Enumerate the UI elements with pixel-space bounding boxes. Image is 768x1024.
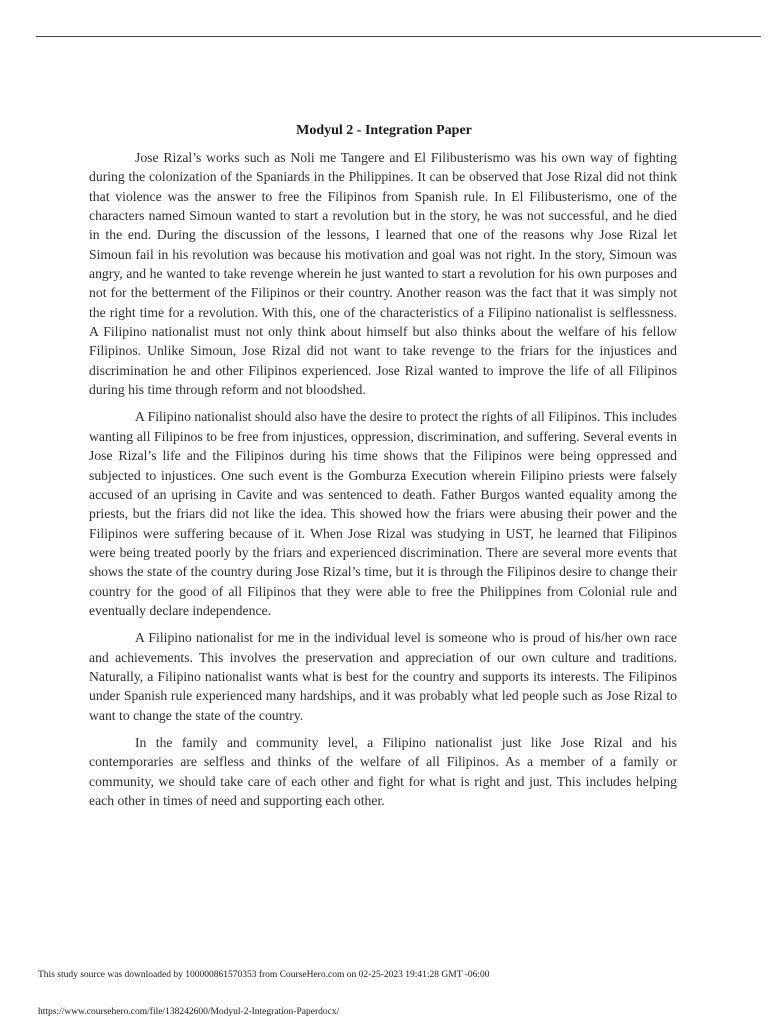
download-source-notice: This study source was downloaded by 100000861570353 from CourseHero.com on 02-25-2023 19:41:28 GMT -06:00 — [38, 970, 490, 980]
paragraph-4: In the family and community level, a Filipino nationalist just like Jose Rizal and his contemporaries are selfless and thinks of the welfare of all Filipinos. As a member of a family or community, we should take care of each other and fight for what is right and just. This includes helping each other in times of need and supporting each other. — [89, 734, 677, 808]
header-divider — [36, 36, 761, 37]
paragraph-3: A Filipino nationalist for me in the individual level is someone who is proud of his/her own race and achievements. This involves the preservation and appreciation of our own culture and traditions. Naturally, a Filipino nationalist wants what is best for the country and supports its interests. The Filipinos under Spanish rule experienced many hardships, and it was probably what led people such as Jose Rizal to want to change the state of the country. — [89, 630, 677, 723]
paragraph-1: Jose Rizal’s works such as Noli me Tangere and El Filibusterismo was his own way of fighting during the colonization of the Spaniards in the Philippines. It can be observed that Jose Rizal did not think that violence was the answer to free the Filipinos from Spanish rule. In El Filibusterismo, one of the characters named Simoun wanted to start a revolution but in the story, he was not successful, and he died in the end. During the discussion of the lessons, I learned that one of the reasons why Jose Rizal let Simoun fail in his revolution was because his motivation and goal was not right. In the story, Simoun was angry, and he wanted to take revenge wherein he just wanted to start a revolution for his own purposes and not for the betterment of the Filipinos or their country. Another reason was the fact that it was simply not the right time for a revolution. With this, one of the characteristics of a Filipino nationalist is selflessness. A Filipino nationalist must not only think about himself but also thinks about the welfare of his fellow Filipinos. Unlike Simoun, Jose Rizal did not want to take revenge to the friars for the injustices and discrimination he and other Filipinos experienced. Jose Rizal wanted to improve the life of all Filipinos during his time through reform and not bloodshed. — [89, 150, 677, 398]
paragraph-2: A Filipino nationalist should also have the desire to protect the rights of all Filipinos. This includes wanting all Filipinos to be free from injustices, oppression, discrimination, and suffering. Several events in Jose Rizal’s life and the Filipinos during his time shows that the Filipinos were being oppressed and subjected to injustices. One such event is the Gomburza Execution wherein Filipino priests were falsely accused of an uprising in Cavite and was sentenced to death. Father Burgos wanted equality among the priests, but the friars did not like the idea. This showed how the friars were abusing their power and the Filipinos were suffering because of it. When Jose Rizal was studying in UST, he learned that Filipinos were being treated poorly by the friars and experienced discrimination. There are several more events that shows the state of the country during Jose Rizal’s time, but it is through the Filipinos desire to change their country for the good of all Filipinos that they were able to free the Philippines from Colonial rule and eventually declare independence. — [89, 409, 677, 618]
source-url: https://www.coursehero.com/file/138242600/Modyul-2-Integration-Paperdocx/ — [38, 1007, 340, 1017]
document-body — [89, 148, 677, 818]
document-title: Modyul 2 - Integration Paper — [296, 123, 472, 138]
